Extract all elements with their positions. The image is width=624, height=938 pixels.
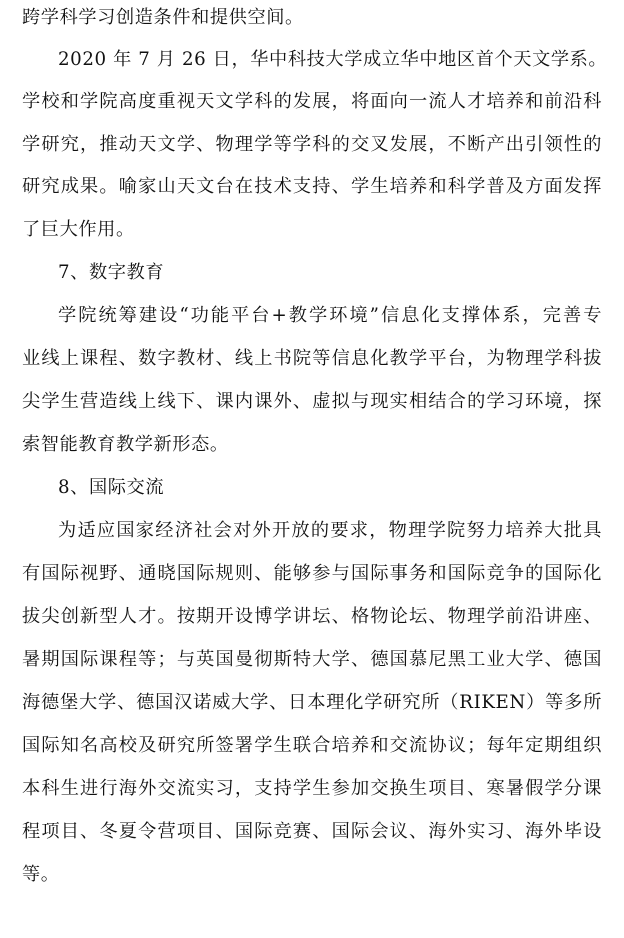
paragraph-line: 学研究，推动天文学、物理学等学科的交叉发展，不断产出引领性的 bbox=[22, 134, 602, 155]
paragraph-line: 暑期国际课程等；与英国曼彻斯特大学、德国慕尼黑工业大学、德国 bbox=[22, 649, 602, 670]
paragraph-line: 本科生进行海外交流实习，支持学生参加交换生项目、寒暑假学分课 bbox=[22, 778, 602, 799]
paragraph-line: 为适应国家经济社会对外开放的要求，物理学院努力培养大批具 bbox=[58, 520, 602, 541]
section-heading: 8、国际交流 bbox=[58, 477, 165, 498]
paragraph-line: 程项目、冬夏令营项目、国际竞赛、国际会议、海外实习、海外毕设 bbox=[22, 821, 602, 842]
paragraph-line: 2020 年 7 月 26 日，华中科技大学成立华中地区首个天文学系。 bbox=[58, 49, 608, 70]
paragraph-line: 有国际视野、通晓国际规则、能够参与国际事务和国际竞争的国际化 bbox=[22, 563, 602, 584]
paragraph-line: 国际知名高校及研究所签署学生联合培养和交流协议；每年定期组织 bbox=[22, 735, 602, 756]
paragraph-line: 等。 bbox=[22, 864, 60, 885]
paragraph-line: 业线上课程、数字教材、线上书院等信息化教学平台，为物理学科拔 bbox=[22, 348, 602, 369]
paragraph-line: 尖学生营造线上线下、课内课外、虚拟与现实相结合的学习环境，探 bbox=[22, 391, 602, 412]
paragraph-line: 学院统筹建设“功能平台+教学环境”信息化支撑体系，完善专 bbox=[58, 305, 602, 326]
paragraph-line: 拔尖创新型人才。按期开设博学讲坛、格物论坛、物理学前沿讲座、 bbox=[22, 606, 602, 627]
paragraph-line: 学校和学院高度重视天文学科的发展，将面向一流人才培养和前沿科 bbox=[22, 91, 602, 112]
paragraph-line: 海德堡大学、德国汉诺威大学、日本理化学研究所（RIKEN）等多所 bbox=[22, 692, 602, 713]
paragraph-line: 索智能教育教学新形态。 bbox=[22, 434, 229, 455]
section-heading: 7、数字教育 bbox=[58, 262, 165, 283]
paragraph-line: 了巨大作用。 bbox=[22, 219, 135, 240]
paragraph-line: 研究成果。喻家山天文台在技术支持、学生培养和科学普及方面发挥 bbox=[22, 176, 602, 197]
paragraph-line: 跨学科学习创造条件和提供空间。 bbox=[22, 7, 304, 28]
